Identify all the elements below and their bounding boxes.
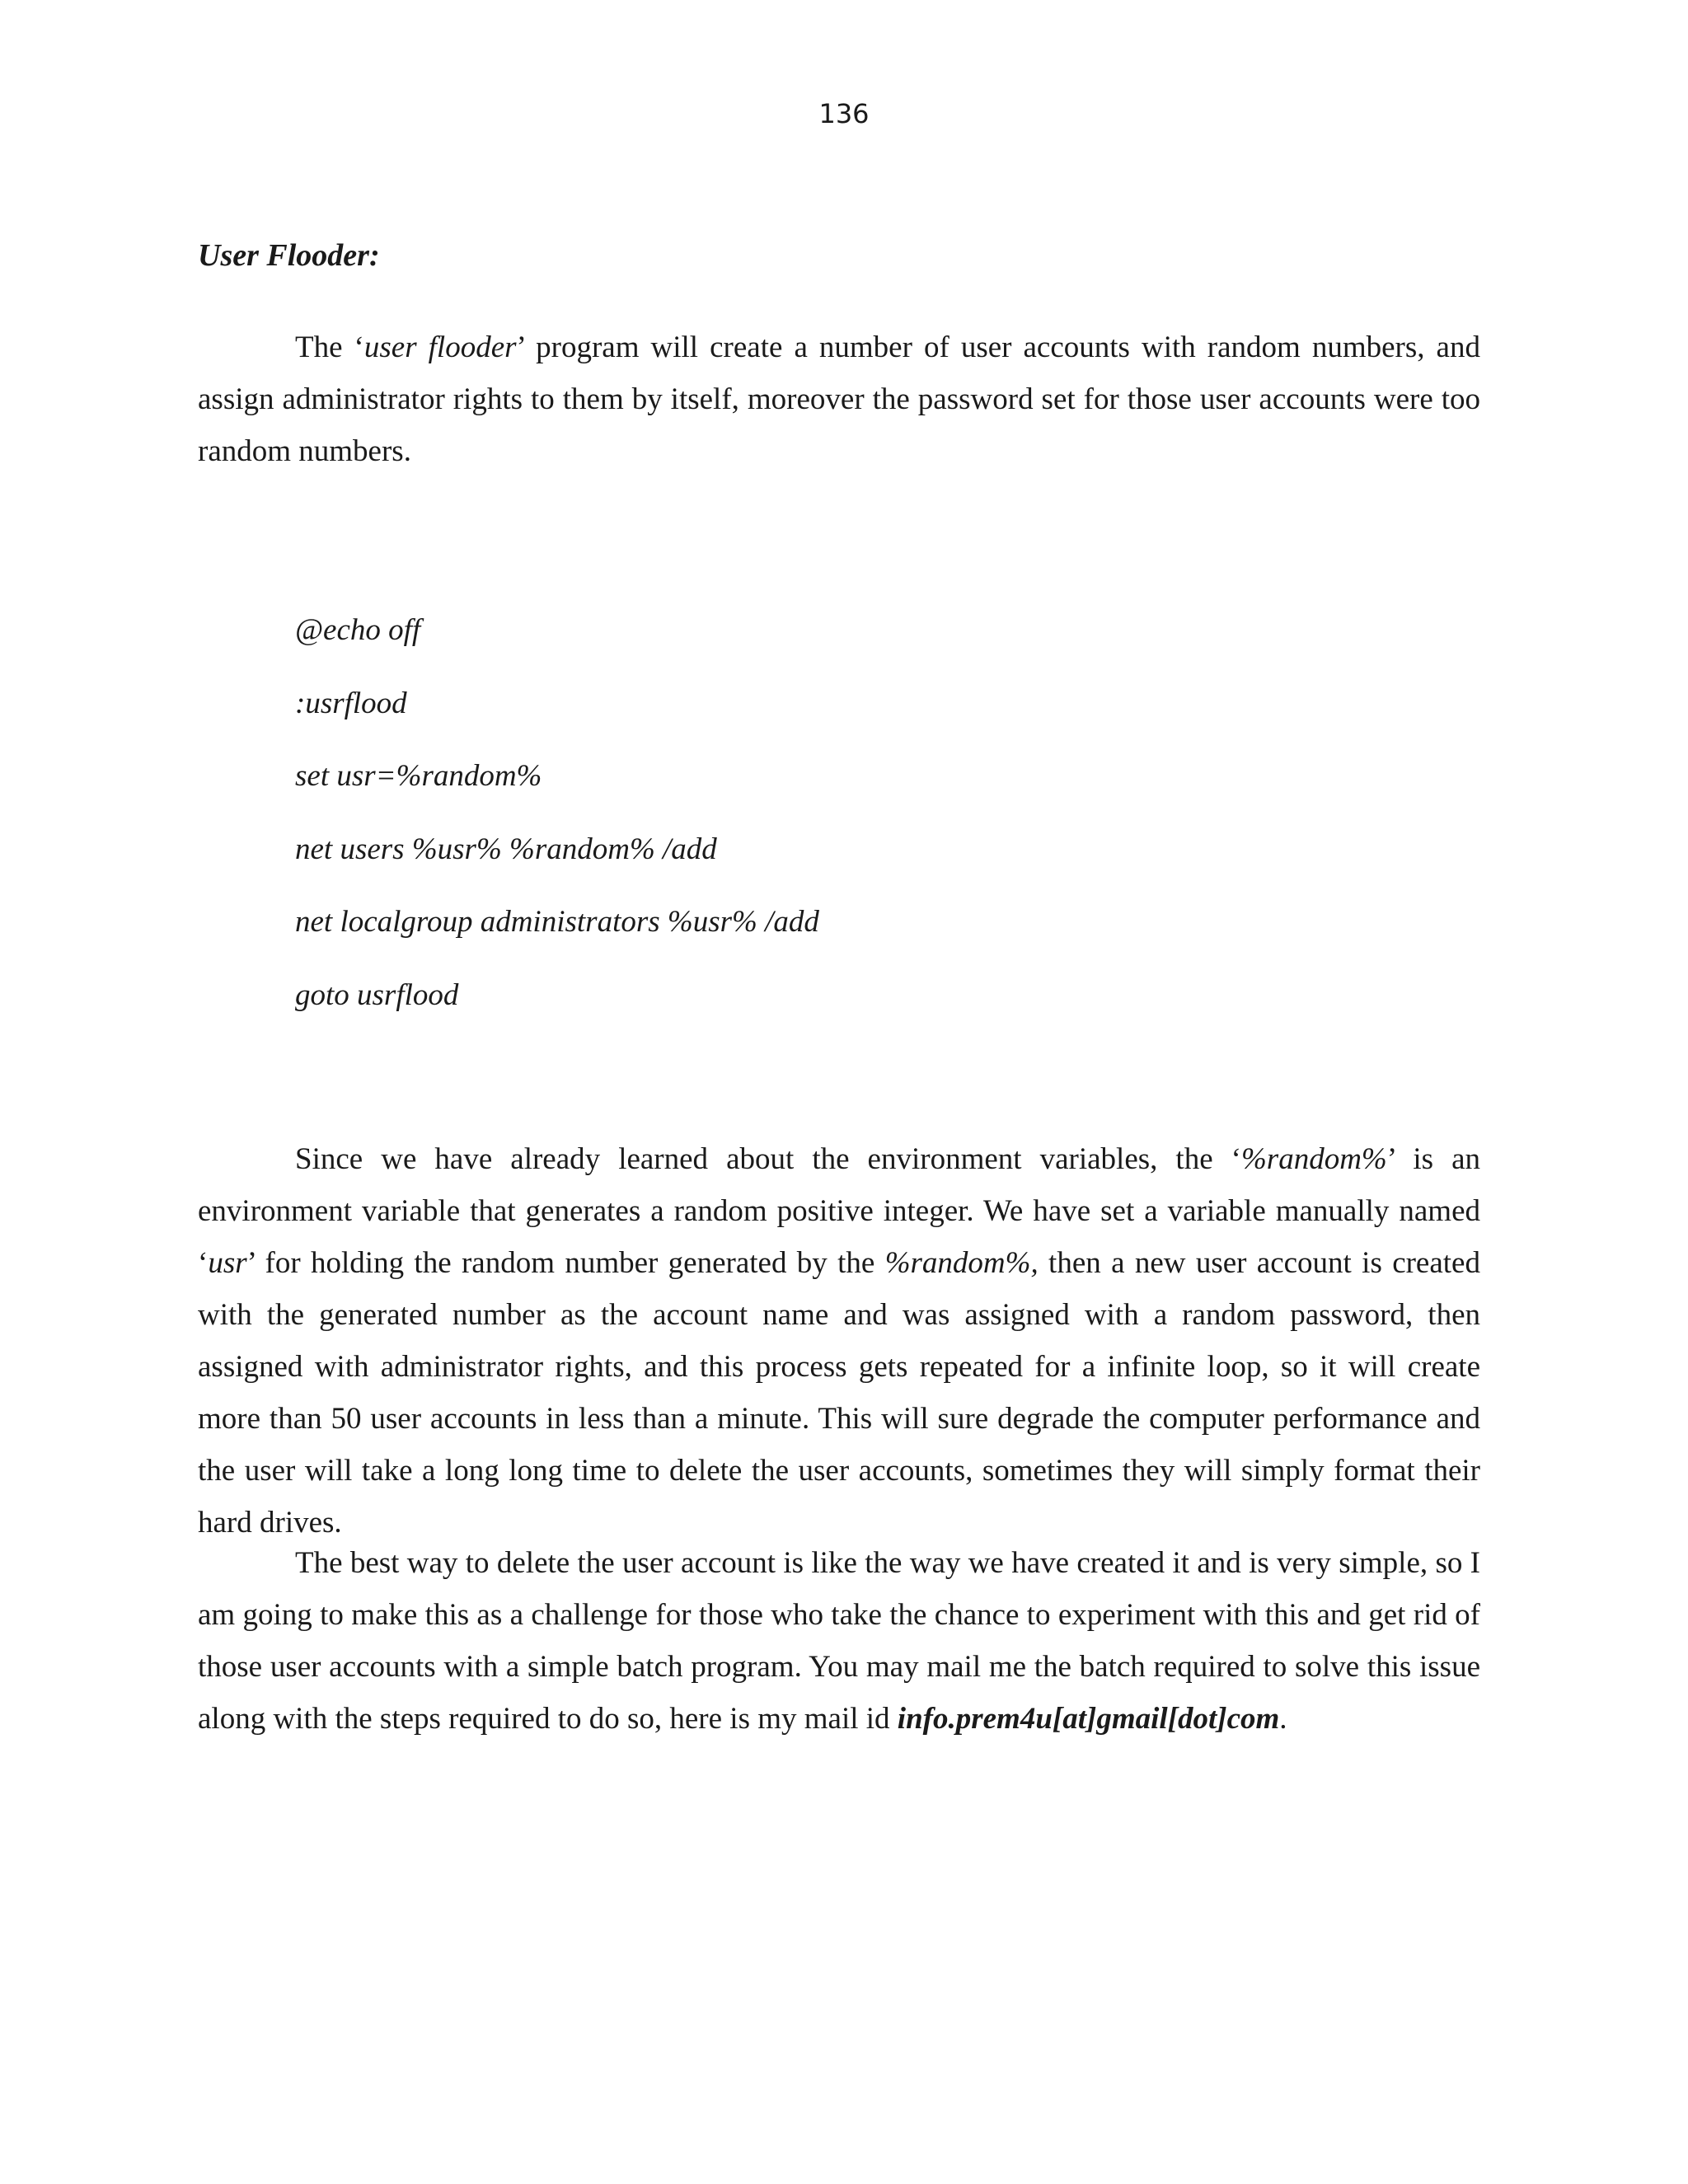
explanation-text-4: then a new user account is created with the generated number as the account name and was assigned with a random password, then assigned with administrator rights, and this process gets repeated for a infinite loop, so it will create more than 50 user accounts in less than a minute. This will sure degrade the computer performance and the user will take a long long time to delete the user accounts, sometimes they will simply format their hard drives. — [198, 1246, 1480, 1540]
code-line: :usrflood — [295, 686, 407, 720]
mail-id: info.prem4u[at]gmail[dot]com — [897, 1702, 1280, 1736]
batch-code-listing — [295, 607, 819, 1045]
code-line: set usr=%random% — [295, 759, 542, 793]
intro-text-2: ’ program will create a number of user accounts with random numbers, and assign administrator rights to them by itself, moreover the password set for those user accounts were too random numbers. — [198, 330, 1480, 468]
explanation-paragraph — [198, 1133, 1480, 1549]
page-number: 136 — [818, 98, 870, 129]
challenge-paragraph — [198, 1537, 1480, 1745]
explanation-text-2: ’ is an environment variable that generates a random positive integer. We have set a variable manually named ‘ — [198, 1142, 1480, 1280]
code-line: goto usrflood — [295, 977, 459, 1012]
explanation-text-3: ’ for holding the random number generated by the — [246, 1246, 885, 1280]
random-variable-term-2: %random%, — [884, 1246, 1039, 1280]
challenge-text-1: The best way to delete the user account is like the way we have created it and is very simple, so I am going to make this as a challenge for those who take the chance to experiment with this and get rid of those user accounts with a simple batch program. You may mail me the batch required to solve this issue along with the steps required to do so, here is my mail id — [198, 1546, 1480, 1736]
section-heading: User Flooder: — [198, 238, 380, 273]
random-variable-term: %random% — [1240, 1142, 1387, 1176]
program-name-term: user flooder — [363, 330, 517, 364]
usr-variable-term: usr — [208, 1246, 247, 1280]
code-line: net localgroup administrators %usr% /add — [295, 905, 819, 939]
intro-paragraph — [198, 321, 1480, 477]
explanation-text-1: Since we have already learned about the environment variables, the ‘ — [295, 1142, 1241, 1176]
intro-text-1: The ‘ — [295, 330, 364, 364]
code-line: @echo off — [295, 613, 421, 647]
challenge-text-2: . — [1279, 1702, 1287, 1736]
code-line: net users %usr% %random% /add — [295, 832, 717, 866]
